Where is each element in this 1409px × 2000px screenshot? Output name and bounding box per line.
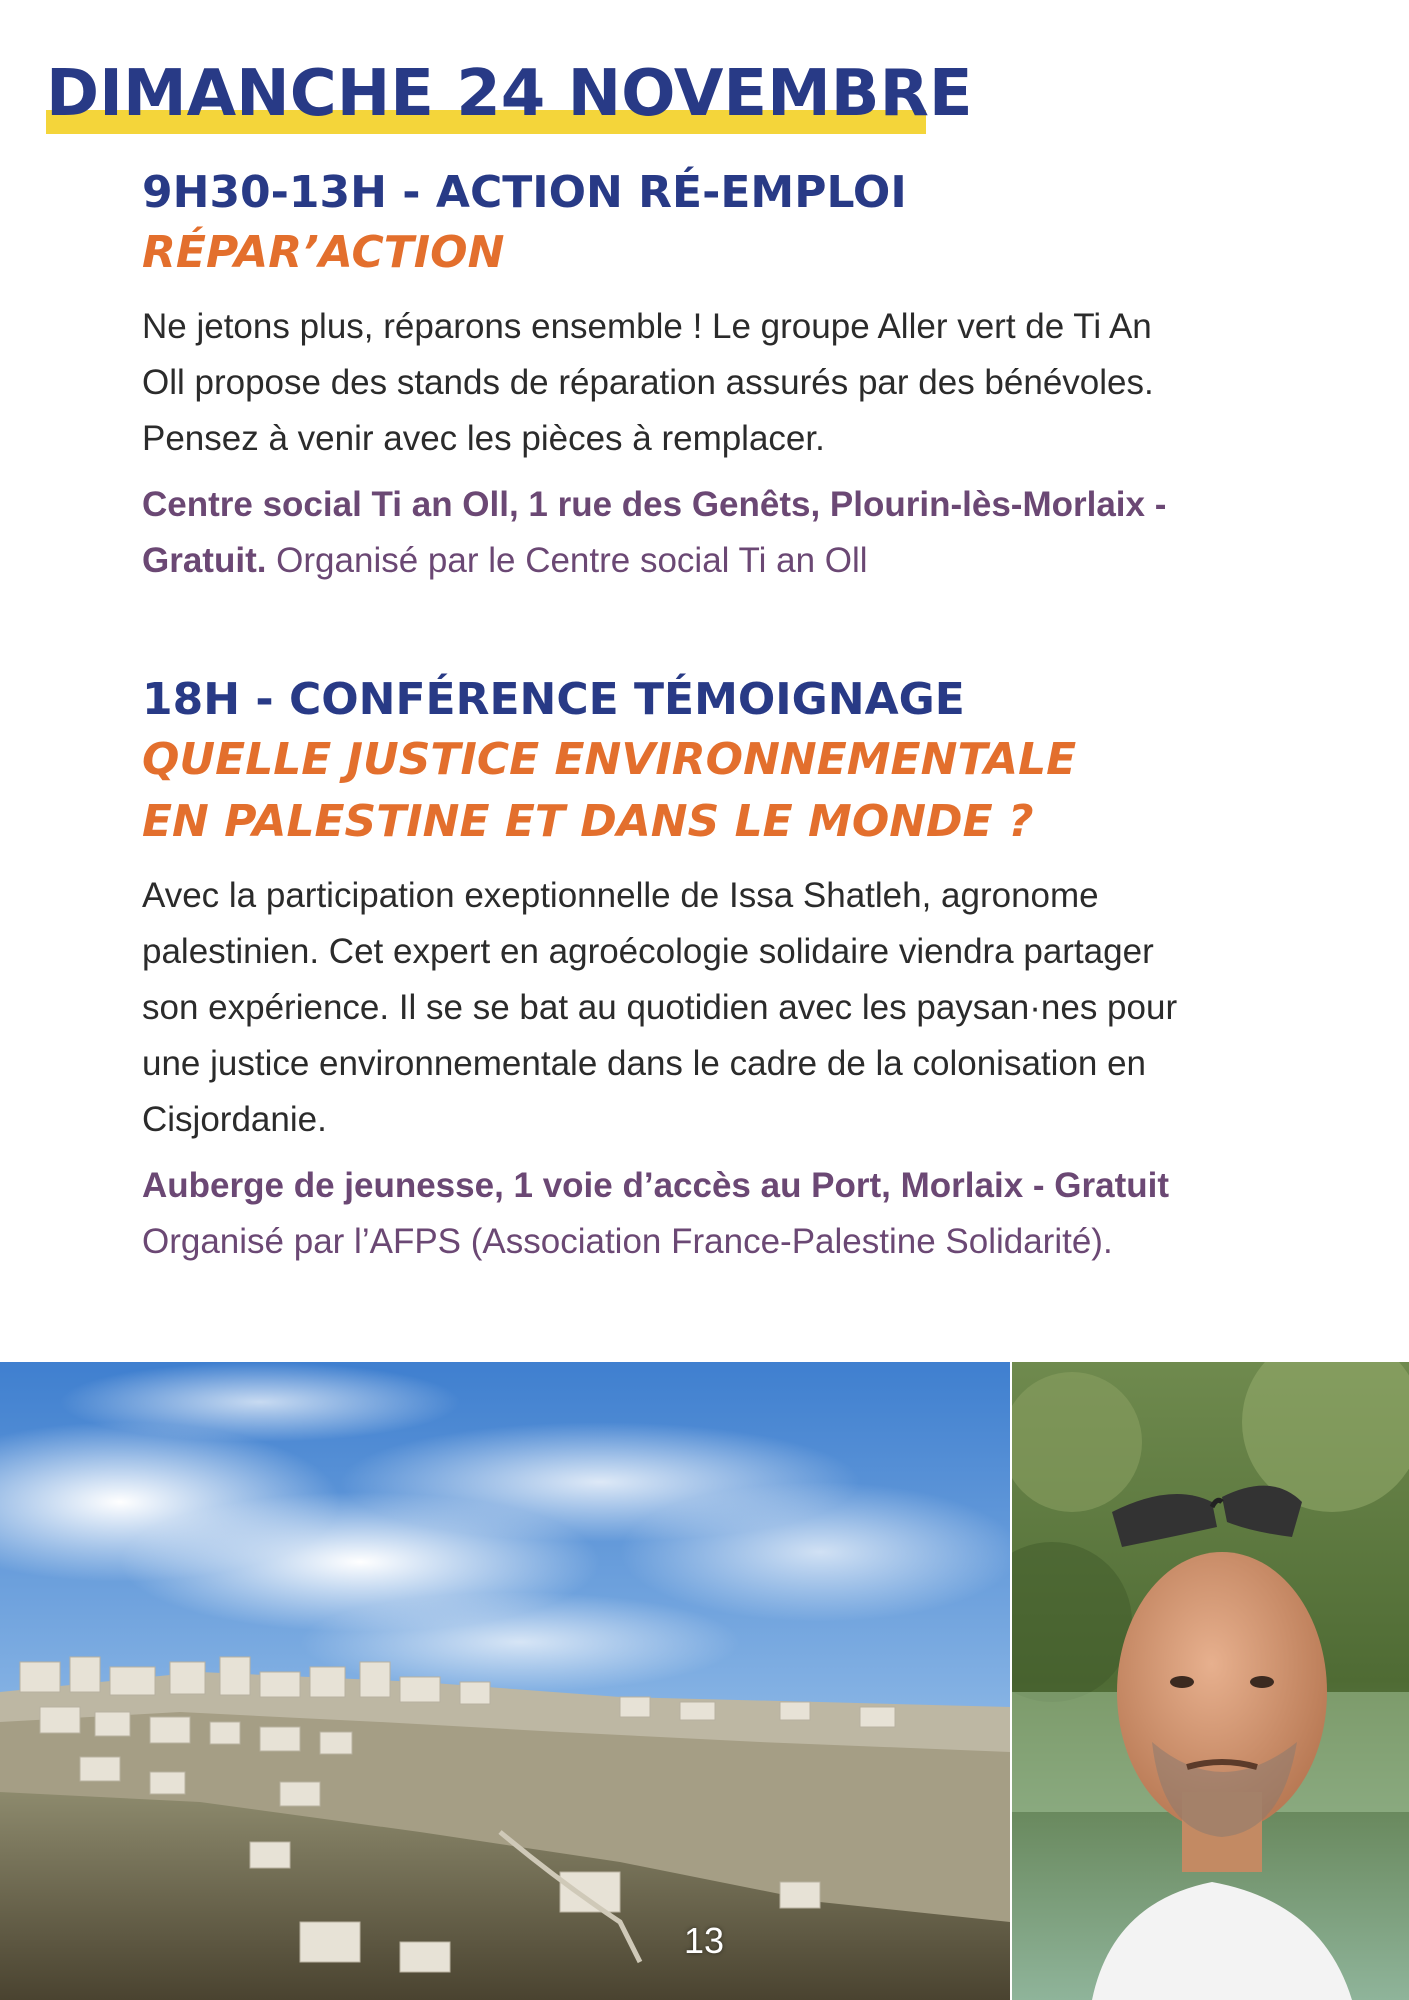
- event-description: [142, 868, 1322, 1148]
- description-line: une justice environnementale dans le cadre de la colonisation en: [142, 1044, 1146, 1083]
- page-number: 13: [684, 1920, 725, 1961]
- portrait-illustration: [1012, 1362, 1409, 2000]
- event-subtitle: RÉPAR’ACTION: [142, 227, 505, 278]
- event-price: Gratuit.: [142, 541, 267, 580]
- description-line: Avec la participation exeptionnelle de Issa Shatleh, agronome: [142, 876, 1099, 915]
- description-line: palestinien. Cet expert en agroécologie solidaire viendra partager: [142, 932, 1154, 971]
- description-line: Cisjordanie.: [142, 1100, 327, 1139]
- page-title: DIMANCHE 24 NOVEMBRE: [46, 57, 973, 131]
- event-heading: 18H - CONFÉRENCE TÉMOIGNAGE: [142, 674, 965, 725]
- description-line: son expérience. Il se se bat au quotidien avec les paysan·nes pour: [142, 988, 1178, 1027]
- event-subtitle: EN PALESTINE ET DANS LE MONDE ?: [142, 796, 1034, 847]
- event-location-info: [142, 1158, 1342, 1270]
- event-heading: 9H30-13H - ACTION RÉ-EMPLOI: [142, 167, 907, 218]
- event-organizer: Organisé par le Centre social Ti an Oll: [266, 541, 868, 580]
- landscape-photo: [0, 1362, 1010, 2000]
- event-location: Centre social Ti an Oll, 1 rue des Genêts, Plourin-lès-Morlaix -: [142, 485, 1167, 524]
- description-line: Pensez à venir avec les pièces à remplacer.: [142, 419, 825, 458]
- event-subtitle: QUELLE JUSTICE ENVIRONNEMENTALE: [142, 734, 1077, 785]
- description-line: Ne jetons plus, réparons ensemble ! Le groupe Aller vert de Ti An: [142, 307, 1152, 346]
- event-reemploi: [142, 165, 1342, 589]
- event-description: [142, 299, 1322, 467]
- portrait-photo: [1012, 1362, 1409, 2000]
- day-title-block: [46, 58, 973, 130]
- event-organizer: Organisé par l’AFPS (Association France-Palestine Solidarité).: [142, 1222, 1113, 1261]
- description-line: Oll propose des stands de réparation assurés par des bénévoles.: [142, 363, 1154, 402]
- event-conference: [142, 672, 1342, 1270]
- event-location-info: [142, 477, 1342, 589]
- landscape-illustration: [0, 1362, 1010, 2000]
- event-location: Auberge de jeunesse, 1 voie d’accès au Port, Morlaix - Gratuit: [142, 1166, 1169, 1205]
